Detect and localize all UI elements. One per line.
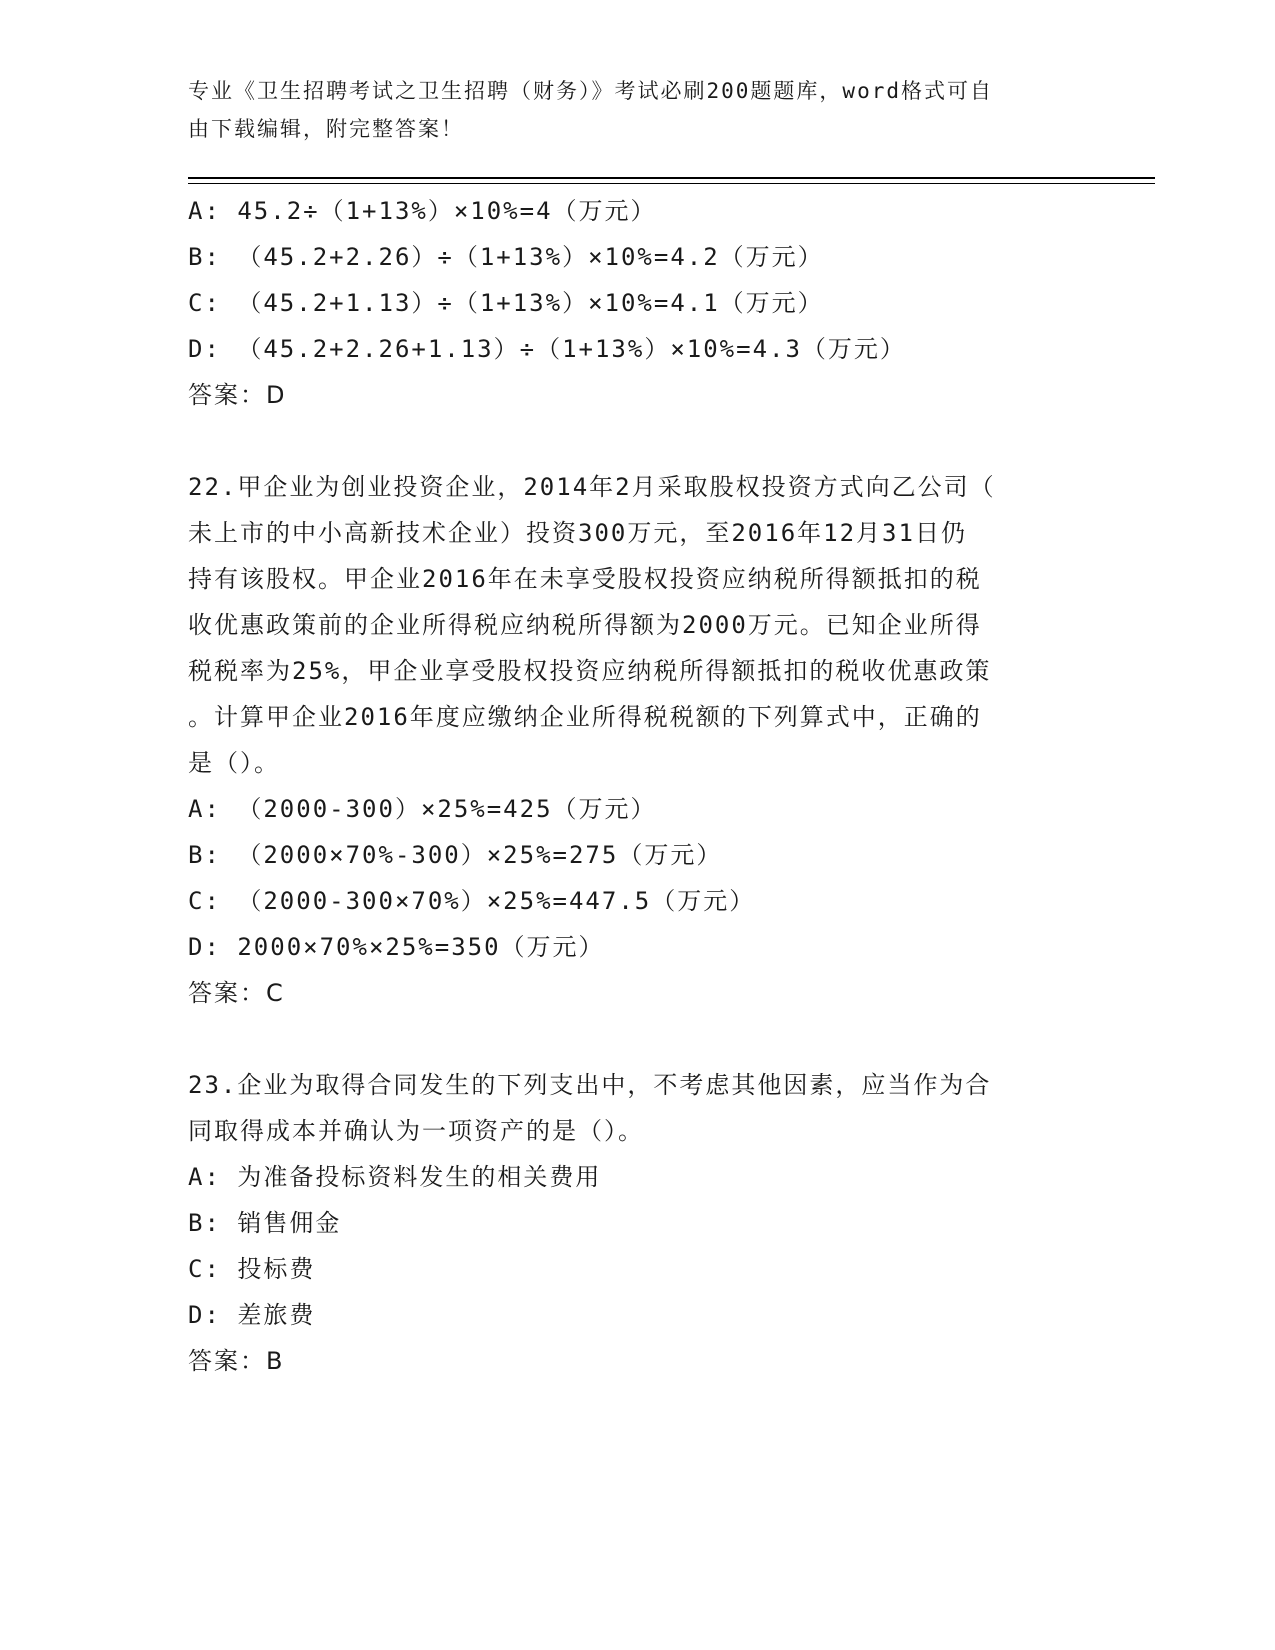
document-header	[188, 72, 1068, 148]
q22-answer: 答案：C	[188, 979, 285, 1007]
header-line-2: 由下载编辑，附完整答案！	[188, 117, 464, 141]
q23-option-d: D: 差旅费	[188, 1301, 316, 1329]
q21-answer: 答案：D	[188, 381, 287, 409]
q23-stem	[188, 1062, 1088, 1154]
question-23	[188, 1062, 1088, 1384]
q23-stem-line: 23.企业为取得合同发生的下列支出中，不考虑其他因素，应当作为合	[188, 1071, 992, 1099]
q22-stem-line: 是（）。	[188, 749, 280, 777]
q21-option-c: C: （45.2+1.13）÷（1+13%）×10%=4.1（万元）	[188, 289, 824, 317]
q23-answer: 答案：B	[188, 1347, 285, 1375]
q22-stem	[188, 464, 1088, 786]
q23-stem-line: 同取得成本并确认为一项资产的是（）。	[188, 1117, 644, 1145]
q22-stem-line: 。计算甲企业2016年度应缴纳企业所得税税额的下列算式中，正确的	[188, 703, 982, 731]
question-22	[188, 464, 1088, 1016]
q23-option-b: B: 销售佣金	[188, 1209, 342, 1237]
q23-option-c: C: 投标费	[188, 1255, 316, 1283]
q22-stem-line: 收优惠政策前的企业所得税应纳税所得额为2000万元。已知企业所得	[188, 611, 982, 639]
q22-option-d: D: 2000×70%×25%=350（万元）	[188, 933, 605, 961]
document-body	[188, 188, 1088, 1384]
spacer	[188, 418, 1088, 464]
q22-option-b: B: （2000×70%-300）×25%=275（万元）	[188, 841, 723, 869]
q21-option-a: A: 45.2÷（1+13%）×10%=4（万元）	[188, 197, 657, 225]
header-line-1: 专业《卫生招聘考试之卫生招聘（财务）》考试必刷200题题库，word格式可自	[188, 79, 993, 103]
header-divider-thick	[188, 177, 1155, 179]
spacer	[188, 1016, 1088, 1062]
q22-option-c: C: （2000-300×70%）×25%=447.5（万元）	[188, 887, 756, 915]
q22-stem-line: 22.甲企业为创业投资企业，2014年2月采取股权投资方式向乙公司（	[188, 473, 996, 501]
q22-stem-line: 持有该股权。甲企业2016年在未享受股权投资应纳税所得额抵扣的税	[188, 565, 982, 593]
q22-option-a: A: （2000-300）×25%=425（万元）	[188, 795, 657, 823]
q23-option-a: A: 为准备投标资料发生的相关费用	[188, 1163, 602, 1191]
q21-option-d: D: （45.2+2.26+1.13）÷（1+13%）×10%=4.3（万元）	[188, 335, 906, 363]
header-divider-thin	[188, 183, 1155, 184]
q22-stem-line: 税税率为25%，甲企业享受股权投资应纳税所得额抵扣的税收优惠政策	[188, 657, 992, 685]
question-21	[188, 188, 1088, 418]
q22-stem-line: 未上市的中小高新技术企业）投资300万元，至2016年12月31日仍	[188, 519, 967, 547]
q21-option-b: B: （45.2+2.26）÷（1+13%）×10%=4.2（万元）	[188, 243, 824, 271]
